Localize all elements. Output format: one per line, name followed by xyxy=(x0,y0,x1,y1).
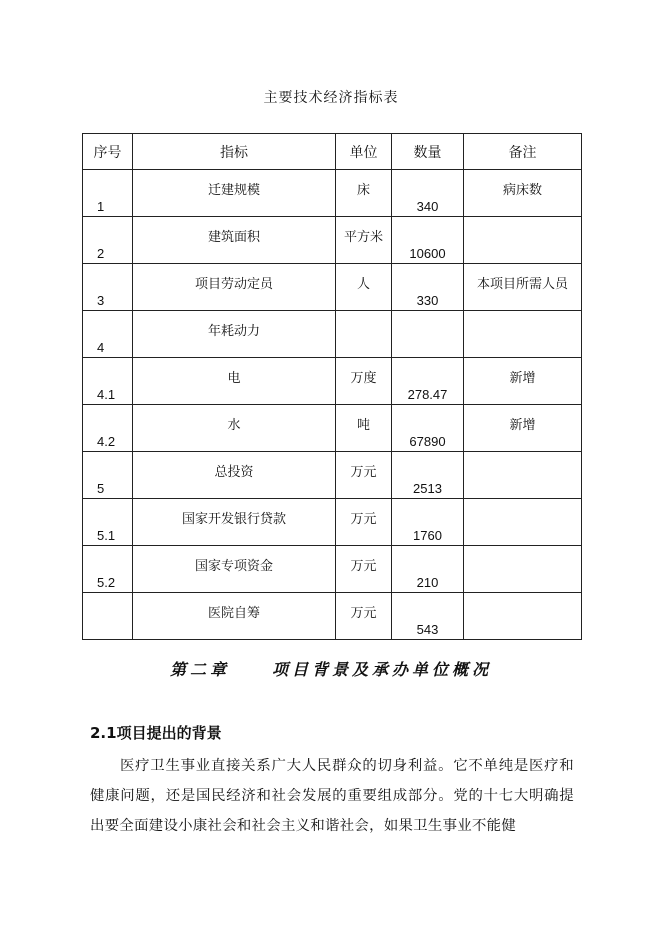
row-quantity: 1760 xyxy=(392,499,464,546)
row-indicator: 建筑面积 xyxy=(133,217,336,264)
body-paragraph: 医疗卫生事业直接关系广大人民群众的切身利益。它不单纯是医疗和健康问题，还是国民经济和社会发展的重要组成部分。党的十七大明确提出要全面建设小康社会和社会主义和谐社会，如果卫生事业不能健 xyxy=(90,758,574,834)
row-unit: 万度 xyxy=(336,358,392,405)
table-row xyxy=(83,358,582,405)
table-header-row xyxy=(83,134,582,170)
row-note xyxy=(464,452,582,499)
table-row xyxy=(83,264,582,311)
row-note: 新增 xyxy=(464,358,582,405)
row-quantity xyxy=(392,311,464,358)
row-indicator: 年耗动力 xyxy=(133,311,336,358)
row-no: 3 xyxy=(83,264,133,311)
row-note: 新增 xyxy=(464,405,582,452)
row-unit: 万元 xyxy=(336,452,392,499)
row-note xyxy=(464,217,582,264)
row-indicator: 项目劳动定员 xyxy=(133,264,336,311)
header-note: 备注 xyxy=(464,134,582,170)
header-indicator: 指标 xyxy=(133,134,336,170)
row-quantity: 543 xyxy=(392,593,464,640)
row-no: 4 xyxy=(83,311,133,358)
table-title: 主要技术经济指标表 xyxy=(263,90,399,106)
chapter-title: 项目背景及承办单位概况 xyxy=(272,660,493,679)
row-unit: 人 xyxy=(336,264,392,311)
row-unit xyxy=(336,311,392,358)
row-indicator: 迁建规模 xyxy=(133,170,336,217)
row-no: 1 xyxy=(83,170,133,217)
row-quantity: 330 xyxy=(392,264,464,311)
row-note xyxy=(464,593,582,640)
row-no: 5 xyxy=(83,452,133,499)
table-row xyxy=(83,452,582,499)
row-unit: 万元 xyxy=(336,546,392,593)
row-quantity: 210 xyxy=(392,546,464,593)
table-row xyxy=(83,499,582,546)
section-heading: 2.1项目提出的背景 xyxy=(90,724,222,742)
row-indicator: 国家开发银行贷款 xyxy=(133,499,336,546)
row-note xyxy=(464,499,582,546)
row-no: 4.1 xyxy=(83,358,133,405)
header-unit: 单位 xyxy=(336,134,392,170)
row-unit: 万元 xyxy=(336,499,392,546)
table-row xyxy=(83,593,582,640)
row-note xyxy=(464,311,582,358)
row-indicator: 水 xyxy=(133,405,336,452)
row-indicator: 总投资 xyxy=(133,452,336,499)
row-quantity: 67890 xyxy=(392,405,464,452)
row-quantity: 278.47 xyxy=(392,358,464,405)
header-quantity: 数量 xyxy=(392,134,464,170)
row-note: 本项目所需人员 xyxy=(464,264,582,311)
chapter-number: 第二章 xyxy=(169,660,230,679)
row-quantity: 10600 xyxy=(392,217,464,264)
row-indicator: 国家专项资金 xyxy=(133,546,336,593)
metrics-table xyxy=(82,133,582,640)
row-indicator: 电 xyxy=(133,358,336,405)
row-no xyxy=(83,593,133,640)
row-unit: 吨 xyxy=(336,405,392,452)
chapter-heading xyxy=(0,657,662,680)
row-note: 病床数 xyxy=(464,170,582,217)
table-row xyxy=(83,170,582,217)
row-unit: 平方米 xyxy=(336,217,392,264)
row-unit: 床 xyxy=(336,170,392,217)
table-row xyxy=(83,311,582,358)
row-note xyxy=(464,546,582,593)
row-no: 5.1 xyxy=(83,499,133,546)
row-quantity: 340 xyxy=(392,170,464,217)
row-no: 4.2 xyxy=(83,405,133,452)
table-row xyxy=(83,546,582,593)
table-row xyxy=(83,405,582,452)
header-no: 序号 xyxy=(83,134,133,170)
row-quantity: 2513 xyxy=(392,452,464,499)
table-row xyxy=(83,217,582,264)
row-no: 5.2 xyxy=(83,546,133,593)
row-indicator: 医院自筹 xyxy=(133,593,336,640)
row-no: 2 xyxy=(83,217,133,264)
row-unit: 万元 xyxy=(336,593,392,640)
